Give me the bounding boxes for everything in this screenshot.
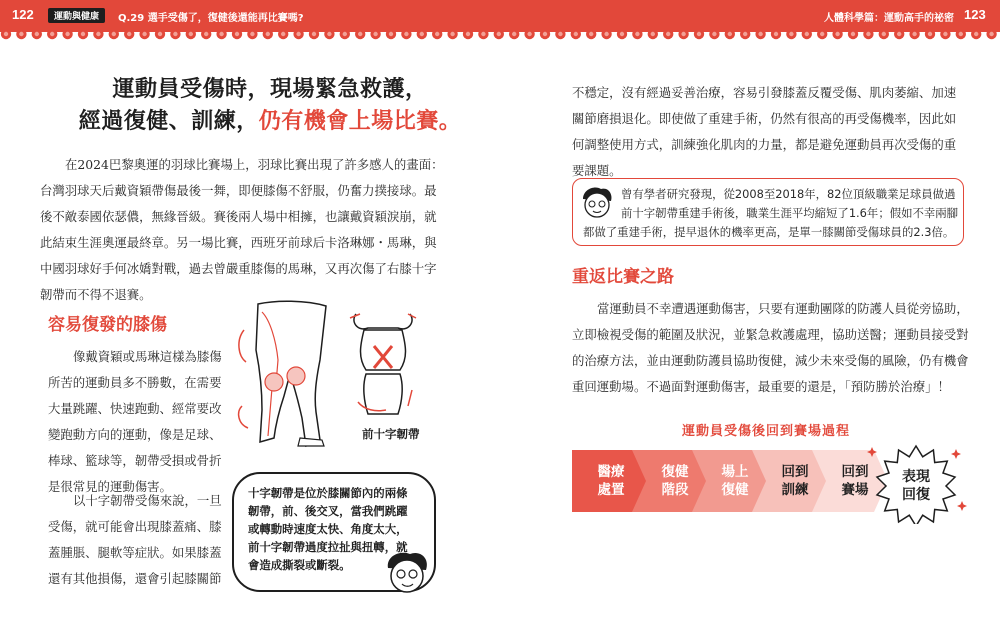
text-line: 中國羽球好手何冰嬌對戰，過去曾嚴重膝傷的馬琳，又再次傷了右膝十字 (40, 261, 437, 276)
text-line: 何調整使用方式，訓練強化肌肉的力量，都是避免運動員再次受傷的重 (572, 137, 957, 152)
text-line: 以十字韌帶受傷來說，一旦 (73, 493, 222, 508)
right-page-number: 123 (964, 7, 986, 22)
knee-joint-illustration (346, 306, 420, 416)
note-line: 曾有學者研究發現，從2008至2018年，82位頂級職業足球員做過 (621, 187, 956, 201)
headline-line-1: 運動員受傷時，現場緊急救護， (112, 77, 428, 102)
bubble-line: 前十字韌帶過度拉扯與扭轉，就 (248, 540, 408, 554)
text-line: 還有其他損傷，還會引起膝關節 (48, 571, 222, 586)
text-line: 台灣羽球天后戴資穎帶傷最後一舞，即便膝傷不舒服，仍奮力撲接球。最 (40, 183, 437, 198)
knee-injury-paragraph (48, 344, 222, 500)
headline-line-2 (40, 104, 500, 135)
text-line: 的治療方法，並由運動防護員協助復健，減少未來受傷的風險，仍有機會 (572, 353, 969, 368)
bubble-line: 或轉動時速度太快、角度太大， (248, 522, 408, 536)
research-note-box (572, 178, 964, 246)
text-line: 所苦的運動員多不勝數，在需要 (48, 375, 222, 390)
leg-anatomy-illustration (236, 300, 346, 450)
headline-line-2-normal: 經過復健、訓練， (78, 109, 259, 134)
process-step-5-label: 回到 賽場 (841, 464, 869, 498)
text-line: 蓋腫脹、腿軟等症狀。如果膝蓋 (48, 545, 222, 560)
header-scallop-border (0, 30, 1000, 44)
text-line: 在2024巴黎奧運的羽球比賽場上，羽球比賽出現了許多感人的畫面： (65, 157, 444, 172)
bubble-line: 會造成撕裂或斷裂。 (248, 558, 351, 572)
process-diagram-title: 運動員受傷後回到賽場過程 (681, 424, 850, 439)
text-line: 後不敵泰國依瑟儂，無緣晉級。賽後兩人場中相擁，也讓戴資穎淚崩，就 (40, 209, 437, 224)
intro-paragraph (40, 152, 443, 308)
section-title-knee-injury: 容易復發的膝傷 (48, 315, 167, 335)
text-line: 受傷，就可能會出現膝蓋痛、膝 (48, 519, 222, 534)
text-line: 立即檢視受傷的範圍及狀況，並緊急救護處理，協助送醫；運動員接受對 (572, 327, 969, 342)
process-step-3-label: 場上 復健 (721, 464, 749, 498)
sparkle-icon (951, 449, 961, 459)
acl-label: 前十字韌帶 (362, 427, 420, 441)
boy-character-icon (380, 548, 434, 596)
headline-highlight: 仍有機會上場比賽。 (258, 109, 462, 134)
text-line: 不穩定，沒有經過妥善治療，容易引發膝蓋反覆受傷、肌肉萎縮、加速 (572, 85, 957, 100)
continued-paragraph (572, 80, 956, 184)
left-running-title: Q.29 選手受傷了，復健後還能再比賽嗎? (118, 13, 304, 24)
text-line: 韌帶而不得不退賽。 (40, 287, 152, 302)
text-line: 關節磨損退化。即使做了重建手術，仍然有很高的再受傷機率，因此如 (572, 111, 957, 126)
bubble-line: 十字韌帶是位於膝關節內的兩條 (248, 486, 408, 500)
right-running-title: 人體科學篇：運動高手的祕密 (824, 13, 954, 24)
boy-avatar-icon (579, 185, 615, 221)
return-process-diagram (572, 444, 972, 524)
process-step-1-label: 醫療 處置 (597, 464, 625, 498)
chapter-tag: 運動與健康 (48, 8, 105, 23)
note-line: 都做了重建手術，提早退休的機率更高，是單一膝關節受傷球員的2.3倍。 (583, 225, 955, 239)
text-line: 是很常見的運動傷害。 (48, 479, 172, 494)
process-step-4-label: 回到 訓練 (781, 464, 809, 498)
text-line: 重回運動場。不過面對運動傷害，最重要的還是，「預防勝於治療」！ (572, 379, 950, 394)
note-line: 前十字韌帶重建手術後，職業生涯平均縮短了1.6年；假如不幸兩腳 (621, 206, 959, 220)
text-line: 像戴資穎或馬琳這樣為膝傷 (73, 349, 222, 364)
text-line: 變跑動方向的運動，像是足球、 (48, 427, 222, 442)
bubble-line: 韌帶，前、後交叉，當我們跳躍 (248, 504, 408, 518)
sparkle-icon (957, 501, 967, 511)
left-page-number: 122 (12, 7, 34, 22)
text-line: 當運動員不幸遭遇運動傷害，只要有運動團隊的防護人員從旁協助， (597, 301, 969, 316)
section-title-return-to-play: 重返比賽之路 (572, 267, 674, 287)
acl-paragraph (48, 488, 222, 592)
process-step-2-label: 復健 階段 (661, 464, 689, 498)
research-note-text (583, 185, 959, 242)
final-step-label: 表現 回復 (902, 469, 930, 503)
return-to-play-paragraph (572, 296, 969, 400)
text-line: 大量跳躍、快速跑動、經常要改 (48, 401, 222, 416)
text-line: 此結束生涯奧運最終章。另一場比賽，西班牙前球后卡洛琳娜・馬琳，與 (40, 235, 437, 250)
text-line: 要課題。 (572, 163, 622, 178)
text-line: 棒球、籃球等，韌帶受損或骨折 (48, 453, 222, 468)
